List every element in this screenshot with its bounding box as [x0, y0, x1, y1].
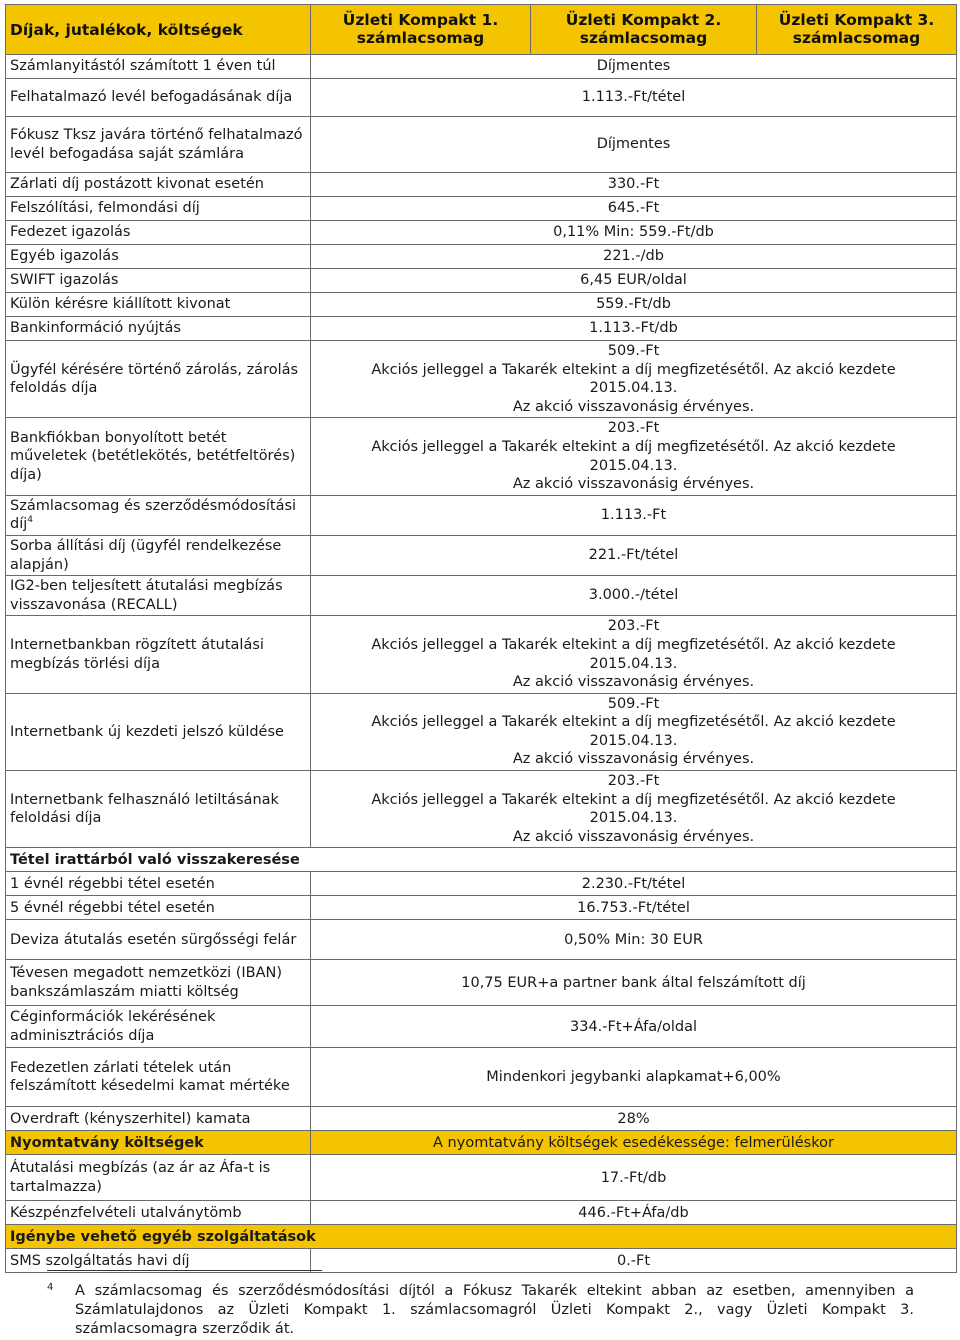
section-title-services: Igénybe vehető egyéb szolgáltatások [6, 1225, 957, 1249]
table-row [6, 576, 957, 616]
row-label: Egyéb igazolás [6, 245, 311, 269]
row-label: Átutalási megbízás (az ár az Áfa-t is tartalmazza) [6, 1155, 311, 1201]
table-row [6, 269, 957, 293]
section-title-forms: Nyomtatvány költségek [6, 1131, 311, 1155]
row-label: Internetbank új kezdeti jelszó küldése [6, 693, 311, 770]
footnote-text: A számlacsomag és szerződésmódosítási díjtól a Fókusz Takarék eltekint abban az esetben, amennyiben a Számlatulajdonos az Üzleti Kompakt 1. számlacsomagról Üzleti Kompakt 2., vagy Üzleti Kompakt 3. számlacsomagra szerződik át. [75, 1283, 914, 1337]
row-value: 446.-Ft+Áfa/db [311, 1201, 957, 1225]
row-value: 221.-Ft/tétel [311, 535, 957, 575]
row-label: Overdraft (kényszerhitel) kamata [6, 1107, 311, 1131]
footnote-ref: 4 [27, 515, 33, 526]
row-value: 1.113.-Ft [311, 495, 957, 535]
row-value: Díjmentes [311, 55, 957, 79]
row-label: SMS szolgáltatás havi díj [6, 1249, 311, 1273]
row-label: Bankfiókban bonyolított betét műveletek (betétlekötés, betétfeltörés) díja) [6, 418, 311, 495]
table-row [6, 616, 957, 693]
row-value: 10,75 EUR+a partner bank által felszámított díj [311, 960, 957, 1006]
table-row [6, 341, 957, 418]
row-value: 203.-Ft Akciós jelleggel a Takarék eltekint a díj megfizetésétől. Az akció kezdete 2015.04.13. Az akció visszavonásig érvényes. [311, 418, 957, 495]
section-row [6, 1131, 957, 1155]
row-value: 2.230.-Ft/tétel [311, 872, 957, 896]
row-value: 334.-Ft+Áfa/oldal [311, 1006, 957, 1048]
row-label: 1 évnél régebbi tétel esetén [6, 872, 311, 896]
footnote-divider [47, 1270, 322, 1271]
table-row [6, 79, 957, 117]
row-value: 6,45 EUR/oldal [311, 269, 957, 293]
table-row [6, 221, 957, 245]
row-label: Zárlati díj postázott kivonat esetén [6, 173, 311, 197]
row-value: 509.-Ft Akciós jelleggel a Takarék eltekint a díj megfizetésétől. Az akció kezdete 2015.04.13. Az akció visszavonásig érvényes. [311, 693, 957, 770]
row-value: 509.-Ft Akciós jelleggel a Takarék eltekint a díj megfizetésétől. Az akció kezdete 2015.04.13. Az akció visszavonásig érvényes. [311, 341, 957, 418]
row-label: IG2-ben teljesített átutalási megbízás visszavonása (RECALL) [6, 576, 311, 616]
header-package-2: Üzleti Kompakt 2. számlacsomag [531, 5, 757, 55]
row-label: Céginformációk lekérésének adminisztrációs díja [6, 1006, 311, 1048]
table-row [6, 317, 957, 341]
table-row [6, 920, 957, 960]
row-label: Fedezetlen zárlati tételek után felszámított késedelmi kamat mértéke [6, 1048, 311, 1107]
section-row [6, 1225, 957, 1249]
table-row [6, 872, 957, 896]
header-package-3: Üzleti Kompakt 3. számlacsomag [757, 5, 957, 55]
row-value: 203.-Ft Akciós jelleggel a Takarék eltekint a díj megfizetésétől. Az akció kezdete 2015.04.13. Az akció visszavonásig érvényes. [311, 616, 957, 693]
row-value: 645.-Ft [311, 197, 957, 221]
row-label: SWIFT igazolás [6, 269, 311, 293]
section-title-retrieval: Tétel irattárból való visszakeresése [6, 848, 957, 872]
row-label: 5 évnél régebbi tétel esetén [6, 896, 311, 920]
row-value: 1.113.-Ft/tétel [311, 79, 957, 117]
row-label: Külön kérésre kiállított kivonat [6, 293, 311, 317]
header-package-1: Üzleti Kompakt 1. számlacsomag [311, 5, 531, 55]
row-value: 28% [311, 1107, 957, 1131]
table-row [6, 1107, 957, 1131]
row-value: 1.113.-Ft/db [311, 317, 957, 341]
footnote-number: 4 [47, 1282, 54, 1293]
row-label: Felszólítási, felmondási díj [6, 197, 311, 221]
row-value: 17.-Ft/db [311, 1155, 957, 1201]
section-note-forms: A nyomtatvány költségek esedékessége: felmerüléskor [311, 1131, 957, 1155]
table-row [6, 117, 957, 173]
table-row [6, 1201, 957, 1225]
row-value: 221.-/db [311, 245, 957, 269]
row-label: Számlanyitástól számított 1 éven túl [6, 55, 311, 79]
table-row [6, 418, 957, 495]
row-value: 559.-Ft/db [311, 293, 957, 317]
row-label: Sorba állítási díj (ügyfél rendelkezése alapján) [6, 535, 311, 575]
row-value: 0.-Ft [311, 1249, 957, 1273]
table-row [6, 1006, 957, 1048]
row-label: Felhatalmazó levél befogadásának díja [6, 79, 311, 117]
row-value: 16.753.-Ft/tétel [311, 896, 957, 920]
table-row [6, 771, 957, 848]
table-row [6, 55, 957, 79]
table-row [6, 535, 957, 575]
row-value: 3.000.-/tétel [311, 576, 957, 616]
table-row [6, 245, 957, 269]
row-value: Mindenkori jegybanki alapkamat+6,00% [311, 1048, 957, 1107]
row-value: 330.-Ft [311, 173, 957, 197]
table-row [6, 1155, 957, 1201]
table-row [6, 495, 957, 535]
row-label: Ügyfél kérésére történő zárolás, zárolás feloldás díja [6, 341, 311, 418]
table-row [6, 960, 957, 1006]
row-label: Számlacsomag és szerződésmódosítási díj$^4$ [6, 495, 311, 535]
row-value: 0,50% Min: 30 EUR [311, 920, 957, 960]
row-value: 0,11% Min: 559.-Ft/db [311, 221, 957, 245]
footnote [47, 1282, 914, 1339]
row-label: Fedezet igazolás [6, 221, 311, 245]
row-label: Deviza átutalás esetén sürgősségi felár [6, 920, 311, 960]
table-row [6, 896, 957, 920]
row-value: Díjmentes [311, 117, 957, 173]
row-label: Tévesen megadott nemzetközi (IBAN) bankszámlaszám miatti költség [6, 960, 311, 1006]
table-row [6, 293, 957, 317]
table-row [6, 197, 957, 221]
row-label: Készpénzfelvételi utalványtömb [6, 1201, 311, 1225]
section-row [6, 848, 957, 872]
table-row [6, 173, 957, 197]
row-label: Fókusz Tksz javára történő felhatalmazó levél befogadása saját számlára [6, 117, 311, 173]
row-label: Internetbank felhasználó letiltásának feloldási díja [6, 771, 311, 848]
table-header-row [6, 5, 957, 55]
fee-table [5, 4, 957, 1273]
table-row [6, 693, 957, 770]
row-label: Internetbankban rögzített átutalási megbízás törlési díja [6, 616, 311, 693]
table-row [6, 1048, 957, 1107]
row-label: Bankinformáció nyújtás [6, 317, 311, 341]
header-fees-title: Díjak, jutalékok, költségek [6, 5, 311, 55]
row-value: 203.-Ft Akciós jelleggel a Takarék eltekint a díj megfizetésétől. Az akció kezdete 2015.04.13. Az akció visszavonásig érvényes. [311, 771, 957, 848]
